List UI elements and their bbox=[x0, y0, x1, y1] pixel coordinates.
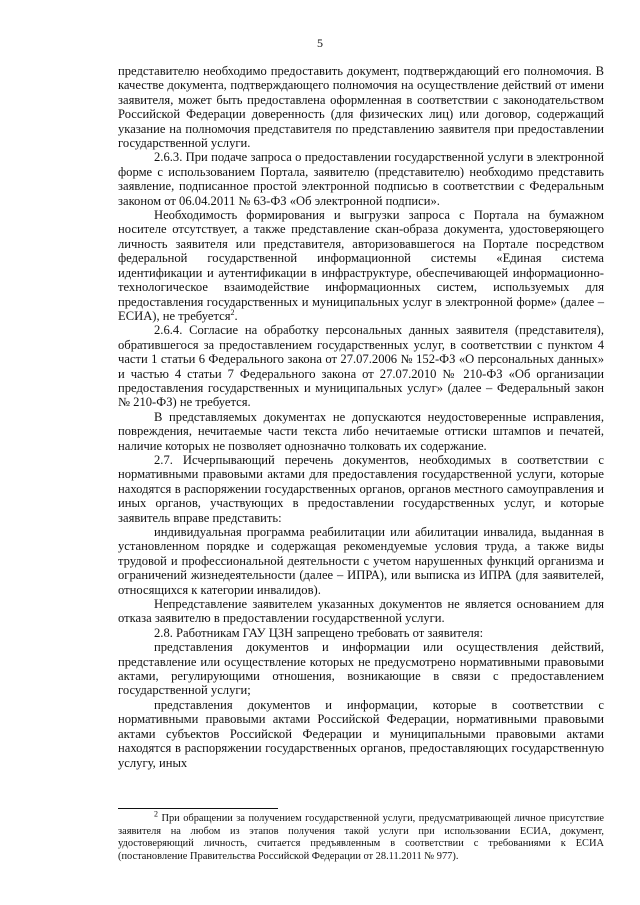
paragraph-2-6-4: 2.6.4. Согласие на обработку персональных данных заявителя (представителя), обратившегося за предоставлением государственных услуг, в соответствии с пунктом 4 части 1 статьи 6 Федерального закона от 27.07.2006 № 152-ФЗ «О персональных данных» и частью 4 статьи 7 Федерального закона от 27.07.2010 № 210-ФЗ «Об организации предоставления государственных и муниципальных услуг» (далее – Федеральный закон № 210-ФЗ) не требуется. bbox=[118, 323, 604, 410]
document-body bbox=[118, 64, 604, 770]
paragraph-2-7: 2.7. Исчерпывающий перечень документов, необходимых в соответствии с нормативными правовыми актами для предоставления государственной услуги, которые находятся в распоряжении государственных органов, органов местного самоуправления и иных органов, участвующих в предоставлении государственных услуг, и которые заявитель вправе представить: bbox=[118, 452, 604, 525]
paragraph-non-submission: Непредставление заявителем указанных документов не является основанием для отказа заявителю в предоставлении государственной услуги. bbox=[118, 597, 604, 626]
paragraph-representative-docs: представителю необходимо предоставить документ, подтверждающий его полномочия. В качестве документа, подтверждающего полномочия на осуществление действий от имени заявителя, может быть предоставлена оформленная в соответствии с законодательством Российской Федерации доверенность (для физических лиц) или договор, содержащий указание на полномочия представителя по представлению заявителя при предоставлении государственной услуги. bbox=[118, 64, 604, 151]
paragraph-2-6-3: 2.6.3. При подаче запроса о предоставлении государственной услуги в электронной форме с использованием Портала, заявителю (представителю) необходимо представить заявление, подписанное простой электронной подписью в соответствии с Федеральным законом от 06.04.2011 № 63-ФЗ «Об электронной подписи». bbox=[118, 150, 604, 208]
footnote-reference: 2 bbox=[230, 307, 235, 317]
footnote-separator bbox=[118, 808, 278, 809]
paragraph-corrections: В представляемых документах не допускаются неудостоверенные исправления, повреждения, нечитаемые части текста либо нечитаемые оттиски штампов и печатей, наличие которых не позволяет однозначно толковать их содержание. bbox=[118, 409, 604, 453]
footnote-marker: 2 bbox=[154, 809, 158, 819]
paragraph-prohibition-1: представления документов и информации или осуществления действий, представление или осуществление которых не предусмотрено нормативными правовыми актами, регулирующими отношения, возникающие в связи с предоставлением государственной услуги; bbox=[118, 640, 604, 698]
paragraph-ipra: индивидуальная программа реабилитации или абилитации инвалида, выданная в установленном порядке и содержащая рекомендуемые условия труда, а также виды трудовой и профессиональной деятельности с учетом нарушенных функций организма и ограничений жизнедеятельности (далее – ИПРА), или выписка из ИПРА (для заявителей, относящихся к категории инвалидов). bbox=[118, 525, 604, 597]
paragraph-prohibition-2: представления документов и информации, которые в соответствии с нормативными правовыми актами Российской Федерации, нормативными правовыми актами субъектов Российской Федерации и муниципальными правовыми актами находятся в распоряжении государственных органов, предоставляющих государственную услугу, иных bbox=[118, 697, 604, 770]
page-number: 5 bbox=[317, 36, 323, 50]
footnote bbox=[118, 809, 604, 863]
paragraph-esia-text: Необходимость формирования и выгрузки запроса с Портала на бумажном носителе отсутствует, а также представление скан-образа документа, удостоверяющего личность заявителя или представителя, авторизовавшегося на Портале посредством федеральной государственной информационной системы «Единая система идентификации и аутентификации в инфраструктуре, обеспечивающей информационно-технологическое взаимодействие информационных систем, используемых для предоставления государственных и муниципальных услуг в электронной форме» (далее – ЕСИА), не требуется bbox=[118, 208, 604, 323]
paragraph-esia: Необходимость формирования и выгрузки запроса с Портала на бумажном носителе отсутствует, а также представление скан-образа документа, удостоверяющего личность заявителя или представителя, авторизовавшегося на Портале посредством федеральной государственной информационной системы «Единая система идентификации и аутентификации в инфраструктуре, обеспечивающей информационно-технологическое взаимодействие информационных систем, используемых для предоставления государственных и муниципальных услуг в электронной форме» (далее – ЕСИА), не требуется$^2$. bbox=[118, 208, 604, 323]
paragraph-2-8: 2.8. Работникам ГАУ ЦЗН запрещено требовать от заявителя: bbox=[154, 625, 484, 640]
footnote-text: При обращении за получением государственной услуги, предусматривающей личное присутствие заявителя на любом из этапов получения такой услуги при использовании ЕСИА, документ, удостоверяющий личность, считается предъявленным в соответствии с требованиями к ЕСИА (постановление Правительства Российской Федерации от 28.11.2011 № 977). bbox=[118, 813, 604, 862]
